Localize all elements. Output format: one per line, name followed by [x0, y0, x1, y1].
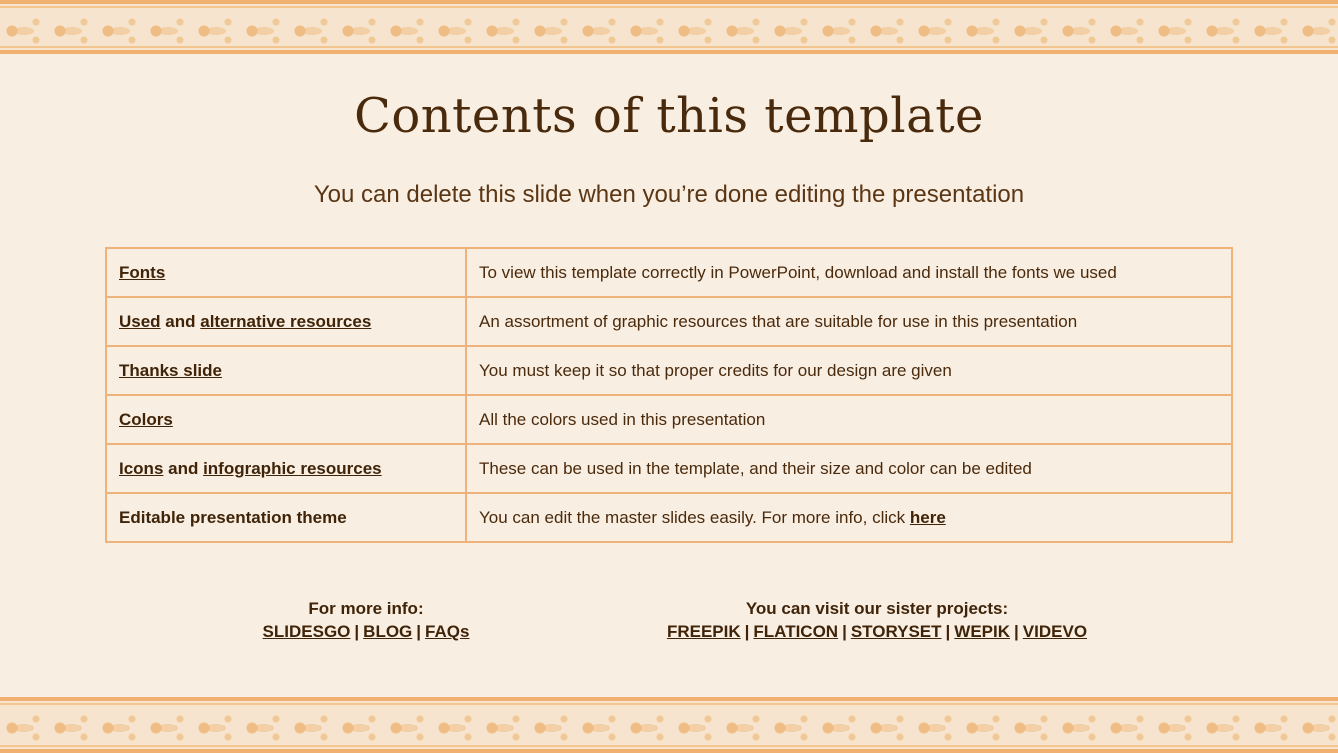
alternative-resources-link[interactable]: alternative resources [200, 311, 372, 331]
table-row [106, 248, 1232, 297]
table-row [106, 297, 1232, 346]
infographic-resources-link[interactable]: infographic resources [203, 458, 382, 478]
row-description: These can be used in the template, and their size and color can be edited [466, 444, 1232, 493]
ornamental-border-bottom [0, 697, 1338, 753]
contents-table [105, 247, 1233, 543]
icons-link[interactable]: Icons [119, 458, 164, 478]
used-resources-link[interactable]: Used [119, 311, 161, 331]
link-separator: | [416, 622, 422, 641]
sister-projects-links [627, 620, 1127, 643]
link-separator: | [354, 622, 360, 641]
faqs-link[interactable]: FAQs [425, 622, 470, 641]
table-row [106, 346, 1232, 395]
table-row [106, 395, 1232, 444]
freepik-link[interactable]: FREEPIK [666, 622, 741, 641]
ornamental-border-top [0, 0, 1338, 54]
row-label-connector: and [163, 458, 204, 478]
row-description: You must keep it so that proper credits for our design are given [466, 346, 1232, 395]
link-separator: | [945, 622, 951, 641]
videvo-link[interactable]: VIDEVO [1022, 622, 1088, 641]
more-info-links [216, 620, 516, 643]
sister-projects-heading: You can visit our sister projects: [745, 599, 1009, 618]
more-info-heading: For more info: [308, 599, 424, 618]
row-description: All the colors used in this presentation [466, 395, 1232, 444]
editable-theme-label: Editable presentation theme [119, 507, 347, 527]
sister-projects-block [627, 597, 1127, 643]
row-label [106, 248, 466, 297]
blog-link[interactable]: BLOG [363, 622, 413, 641]
page-title: Contents of this template [354, 88, 984, 144]
fonts-link[interactable]: Fonts [119, 262, 166, 282]
row-label [106, 346, 466, 395]
link-separator: | [1014, 622, 1019, 641]
row-label [106, 297, 466, 346]
row-label-connector: and [160, 311, 201, 331]
flaticon-link[interactable]: FLATICON [753, 622, 839, 641]
link-separator: | [842, 622, 847, 641]
storyset-link[interactable]: STORYSET [850, 622, 942, 641]
row-description [466, 493, 1232, 542]
row-description: To view this template correctly in PowerPoint, download and install the fonts we used [466, 248, 1232, 297]
row-description-text: You can edit the master slides easily. For more info, click [479, 507, 910, 527]
row-description: An assortment of graphic resources that are suitable for use in this presentation [466, 297, 1232, 346]
here-link[interactable]: here [909, 507, 946, 527]
wepik-link[interactable]: WEPIK [954, 622, 1011, 641]
thanks-slide-link[interactable]: Thanks slide [119, 360, 222, 380]
more-info-block [216, 597, 516, 643]
row-label [106, 444, 466, 493]
row-label [106, 395, 466, 444]
slidesgo-link[interactable]: SLIDESGO [262, 622, 351, 641]
page-subtitle: You can delete this slide when you’re done editing the presentation [313, 181, 1025, 208]
table-row [106, 444, 1232, 493]
link-separator: | [744, 622, 750, 641]
table-row [106, 493, 1232, 542]
colors-link[interactable]: Colors [119, 409, 173, 429]
row-label [106, 493, 466, 542]
